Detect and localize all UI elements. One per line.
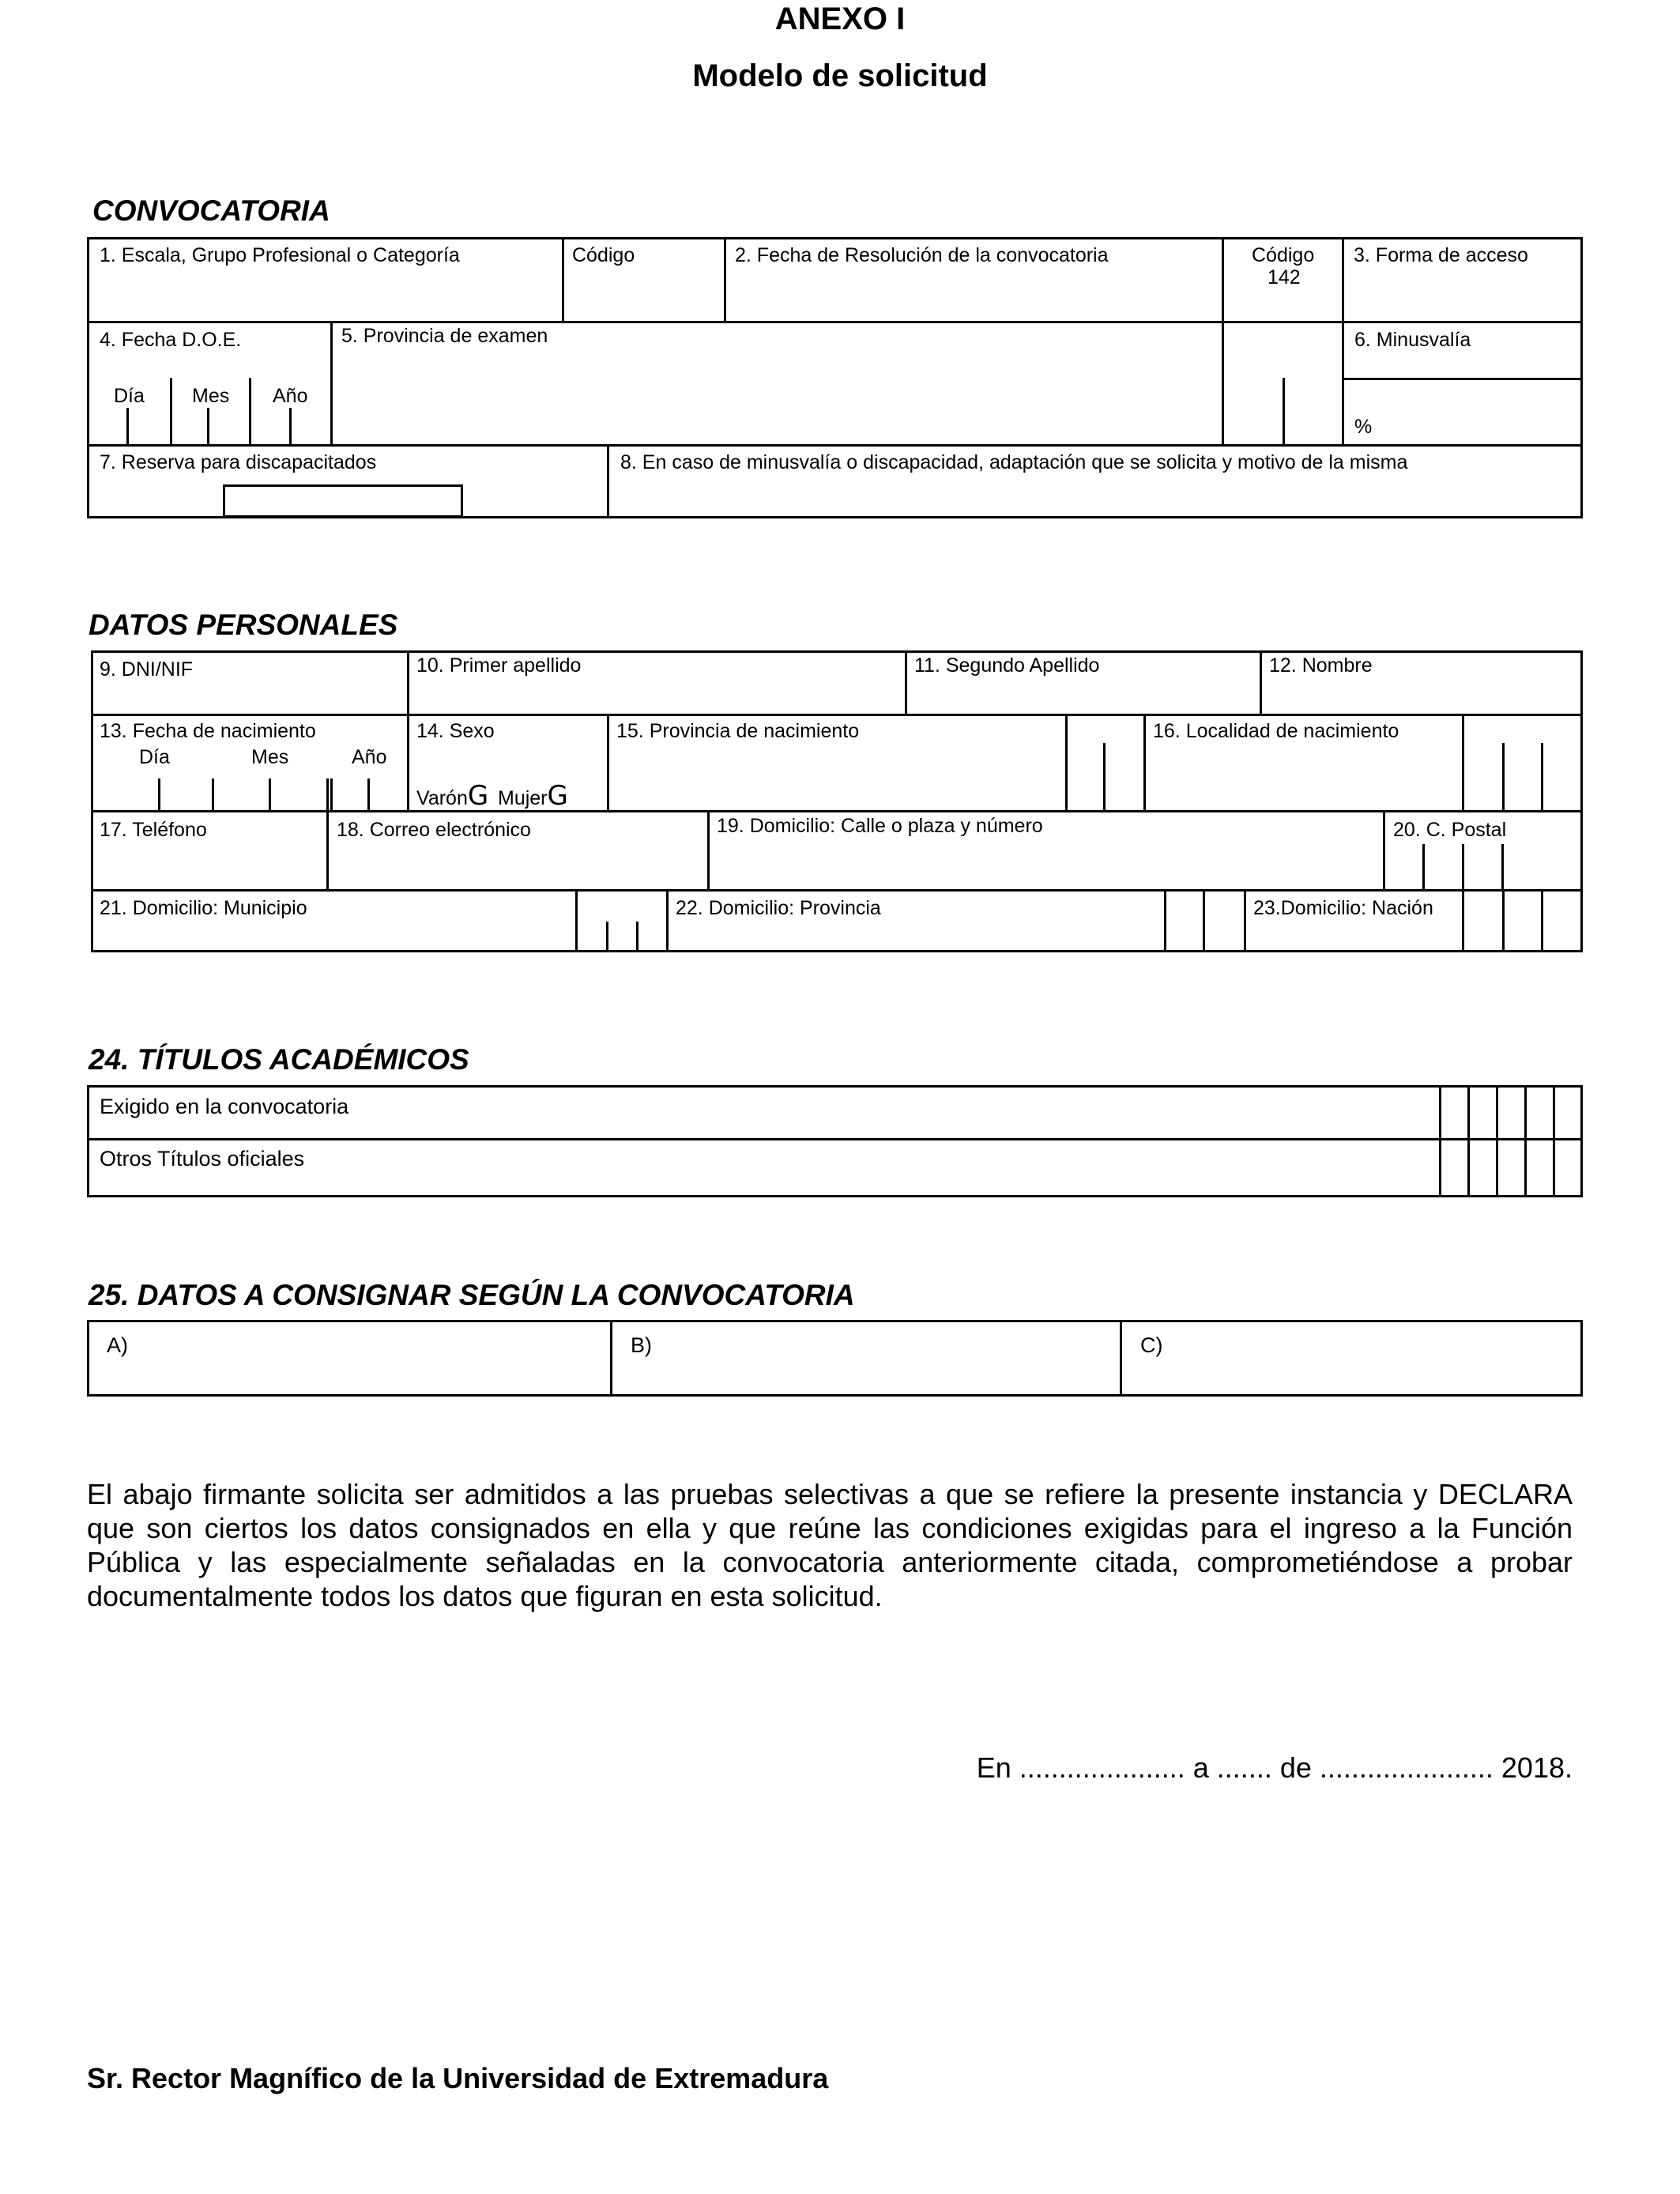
field-codigo2-label: Código <box>1252 244 1315 266</box>
nacimiento-mes-label: Mes <box>251 746 289 768</box>
field-segundo-apellido-label: 11. Segundo Apellido <box>914 654 1100 677</box>
sexo-mujer-option[interactable] <box>498 781 568 812</box>
nacimiento-dia-label: Día <box>139 746 170 768</box>
mujer-checkbox-icon[interactable]: G <box>547 780 568 812</box>
field-fecha-nacimiento-label: 13. Fecha de nacimiento <box>100 720 316 742</box>
nacimiento-anio-label: Año <box>352 746 387 768</box>
field-nombre-label: 12. Nombre <box>1269 654 1373 677</box>
field-escala-label: 1. Escala, Grupo Profesional o Categoría <box>100 244 460 266</box>
field-sexo-label: 14. Sexo <box>416 720 495 742</box>
annex-title: ANEXO I <box>774 2 906 36</box>
section-title-datos-consignar: 25. DATOS A CONSIGNAR SEGÚN LA CONVOCATORIA <box>89 1279 855 1311</box>
field-minusvalia-label: 6. Minusvalía <box>1354 329 1471 351</box>
field-provincia-examen-label: 5. Provincia de examen <box>341 325 548 347</box>
titulo-exigido-label: Exigido en la convocatoria <box>100 1095 349 1118</box>
field-forma-acceso-label: 3. Forma de acceso <box>1354 244 1528 266</box>
doe-mes-label: Mes <box>192 385 230 407</box>
document-subtitle: Modelo de solicitud <box>692 58 988 93</box>
field-telefono-label: 17. Teléfono <box>100 819 207 841</box>
field-domicilio-provincia-label: 22. Domicilio: Provincia <box>676 897 881 919</box>
consignar-a-label: A) <box>107 1333 128 1357</box>
doe-dia-label: Día <box>114 385 145 407</box>
consignar-frame <box>87 1320 1583 1397</box>
consignar-c-label: C) <box>1140 1333 1163 1357</box>
field-dni-label: 9. DNI/NIF <box>100 658 194 680</box>
titulo-otros-label: Otros Títulos oficiales <box>100 1147 305 1171</box>
field-provincia-nacimiento-label: 15. Provincia de nacimiento <box>616 720 860 742</box>
field-adaptacion-label: 8. En caso de minusvalía o discapacidad, adaptación que se solicita y motivo de la misma <box>620 451 1408 473</box>
sexo-varon-option[interactable] <box>416 781 488 812</box>
doe-anio-label: Año <box>273 385 308 407</box>
reserva-input-box[interactable] <box>223 484 463 518</box>
field-localidad-nacimiento-label: 16. Localidad de nacimiento <box>1153 720 1399 742</box>
addressee: Sr. Rector Magnífico de la Universidad de Extremadura <box>87 2062 829 2094</box>
declaration-text: El abajo firmante solicita ser admitidos a las pruebas selectivas a que se refiere la presente instancia y DECLARA que son ciertos los datos consignados en ella y que reúne las condiciones exigidas para el ingreso a la Función Pública y las especialmente señaladas en la convocatoria anteriormente citada, comprometiéndose a probar documentalmente todos los datos que figuran en esta solicitud. <box>87 1478 1573 1612</box>
minusvalia-percent-sign: % <box>1354 416 1373 438</box>
field-codigo-label: Código <box>572 244 635 266</box>
section-title-titulos: 24. TÍTULOS ACADÉMICOS <box>89 1043 469 1076</box>
field-codigo-postal-label: 20. C. Postal <box>1393 819 1507 841</box>
varon-checkbox-icon[interactable]: G <box>467 780 489 812</box>
varon-label: Varón <box>416 787 468 809</box>
field-fecha-resolucion-label: 2. Fecha de Resolución de la convocatoria <box>735 244 1109 266</box>
field-fecha-doe-label: 4. Fecha D.O.E. <box>100 329 242 351</box>
field-reserva-label: 7. Reserva para discapacitados <box>100 451 377 473</box>
mujer-label: Mujer <box>498 787 548 809</box>
field-domicilio-calle-label: 19. Domicilio: Calle o plaza y número <box>717 815 1043 837</box>
codigo2-value: 142 <box>1268 266 1301 288</box>
consignar-b-label: B) <box>631 1333 652 1357</box>
section-title-datos-personales: DATOS PERSONALES <box>89 609 398 641</box>
field-primer-apellido-label: 10. Primer apellido <box>416 654 582 677</box>
field-nacion-label: 23.Domicilio: Nación <box>1253 897 1433 919</box>
field-correo-label: 18. Correo electrónico <box>337 819 531 841</box>
field-municipio-label: 21. Domicilio: Municipio <box>100 897 307 919</box>
section-title-convocatoria: CONVOCATORIA <box>92 194 330 227</box>
signature-date-line: En ..................... a ....... de ...................... 2018. <box>976 1751 1573 1784</box>
